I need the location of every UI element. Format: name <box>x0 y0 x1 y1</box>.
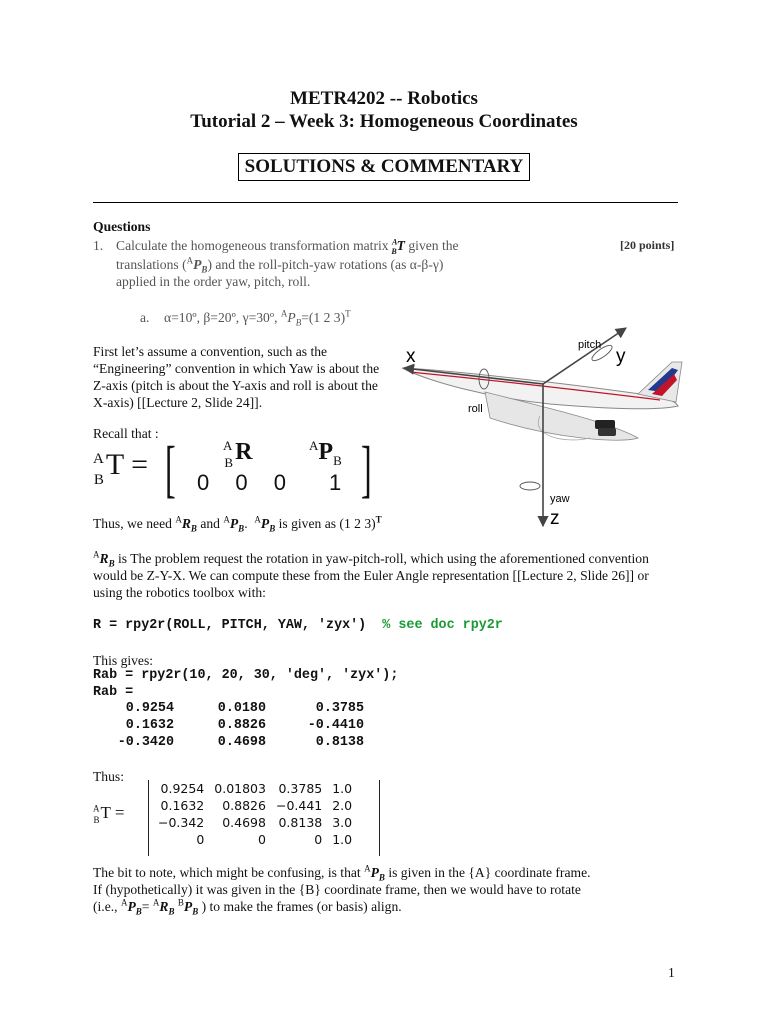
rab-row <box>93 700 365 717</box>
t-cell: 0.8138 <box>278 815 323 830</box>
page-number: 1 <box>668 965 675 980</box>
t-cell: −0.441 <box>275 798 323 813</box>
pitch-label: pitch <box>578 339 602 351</box>
q1-line2a: translations ( <box>116 257 187 272</box>
recall-text: Recall that : <box>93 426 159 441</box>
rab-cell: 0.9254 <box>125 701 174 716</box>
q1-matrix-symbol: $^A_B$T <box>391 237 405 256</box>
t-cell: 3.0 <box>332 815 353 830</box>
yaw-rotation-icon <box>520 482 540 490</box>
rotation-paragraph-text: is The problem request the rotation in yaw-pitch-roll, which using the aforementioned convention would be Z-Y-X. We can compute these from the Euler Angle representation [[Lecture 2, Slide 26]] or using the robotics toolbox with: <box>93 551 649 600</box>
rab-cell: 0.3785 <box>315 701 364 716</box>
engine-shape <box>595 420 615 429</box>
this-gives: This gives: <box>93 653 154 668</box>
rab-cell: -0.3420 <box>117 735 174 750</box>
y-axis-label: y <box>616 346 626 367</box>
homogeneous-matrix-equation: $^A_B$T = [ $^A_B$R $^AP_B$ 0 0 0 1 ] <box>93 433 372 504</box>
t-cell: 0.8826 <box>222 798 266 813</box>
points-badge: [20 points] <box>620 238 675 252</box>
z-axis-label: z <box>550 508 560 529</box>
t-cell: 0.1632 <box>160 798 205 813</box>
solutions-banner-wrap <box>0 153 768 181</box>
t-cell: 2.0 <box>332 798 353 813</box>
t-matrix-brackets <box>148 780 380 856</box>
course-title: METR4202 -- Robotics <box>290 88 478 109</box>
t-cell: 0.3785 <box>278 781 323 796</box>
fuselage-shape <box>402 368 678 409</box>
t-cell: 0.4698 <box>222 815 266 830</box>
qa-vector: =(1 2 3) <box>301 310 346 325</box>
t-matrix-row <box>153 814 357 831</box>
t-matrix-row <box>153 780 357 797</box>
closing-paragraph: The bit to note, which might be confusing, is that $^AP_B$ is given in the {A} coordinate frame. If (hypothetically) it was given in the {B} coordinate frame, then we would have to rotate (i.e., $^AP_B= ^AR_B$ $^BP_B$ ) to make the frames (or basis) align. <box>93 863 591 917</box>
qa-angles: α=10º, β=20º, γ=30º, <box>164 310 278 325</box>
question-1-line2: translations $(^AP_B)$ and the roll-pitch-yaw rotations (as α-β-γ) <box>116 255 444 275</box>
t-matrix-row <box>153 797 357 814</box>
divider <box>93 202 678 203</box>
need-c: is given as (1 2 3) <box>278 516 376 531</box>
roll-label: roll <box>468 403 483 415</box>
bit-d: (i.e., <box>93 899 118 914</box>
q1-text: Calculate the homogeneous transformation matrix <box>116 238 389 253</box>
rab-row <box>93 717 365 734</box>
code-rpy2r-generic <box>93 618 503 633</box>
t-matrix-row <box>153 831 357 848</box>
t-matrix-symbol: $^A_B$T = <box>93 803 125 825</box>
question-1-line3: applied in the order yaw, pitch, roll. <box>116 274 311 289</box>
t-cell: 0 <box>258 832 266 847</box>
questions-heading: Questions <box>93 219 151 234</box>
t-cell: 0 <box>314 832 323 847</box>
code-rpy2r-call: Rab = rpy2r(10, 20, 30, 'deg', 'zyx'); <box>93 668 399 683</box>
thus-label: Thus: <box>93 769 124 784</box>
subquestion-a-label: a. <box>140 310 150 325</box>
rab-cell: 0.1632 <box>125 718 174 733</box>
t-cell: 1.0 <box>332 832 353 847</box>
question-1 <box>116 237 676 254</box>
yaw-label: yaw <box>550 493 570 505</box>
rab-table <box>93 700 365 751</box>
bit-a: The bit to note, which might be confusing, is that <box>93 865 361 880</box>
t-cell: 0.9254 <box>160 781 205 796</box>
need-b: and <box>200 516 220 531</box>
rab-cell: 0.0180 <box>217 701 266 716</box>
x-axis-label: x <box>406 346 416 367</box>
solutions-banner: SOLUTIONS & COMMENTARY <box>238 153 531 181</box>
t-matrix <box>153 780 357 848</box>
t-cell: 1.0 <box>332 781 353 796</box>
question-number: 1. <box>93 238 104 253</box>
subquestion-a: α=10º, β=20º, γ=30º, $^AP_B=(1$ 2 3)$^T$ <box>164 308 351 328</box>
bit-c: If (hypothetically) it was given in the {B} coordinate frame, then we would have to rotate <box>93 882 581 897</box>
code-comment: % see doc rpy2r <box>382 618 503 633</box>
q1-given: given the <box>408 238 459 253</box>
thus-we-need: Thus, we need $^AR_B$ and $^AP_B$. $^AP_B$ is given as (1 2 3)$^T$ <box>93 514 382 534</box>
t-cell: 0.01803 <box>214 781 266 796</box>
aircraft-axes-diagram <box>390 326 690 536</box>
code-rab-label: Rab = <box>93 685 134 700</box>
rab-cell: 0.4698 <box>217 735 266 750</box>
rab-output <box>93 700 365 751</box>
rab-cell: -0.4410 <box>307 718 364 733</box>
convention-paragraph: First let’s assume a convention, such as the “Engineering” convention in which Yaw is about the Z-axis (pitch is about the Y-axis and roll is about the X-axis) [[Lecture 2, Slide 24]]. <box>93 344 380 410</box>
code-command: R = rpy2r(ROLL, PITCH, YAW, 'zyx') <box>93 618 367 633</box>
rotation-paragraph: $^AR_B$ is The problem request the rotation in yaw-pitch-roll, which using the aforementioned convention would be Z-Y-X. We can compute these from the Euler Angle representation [[Lecture 2, Slide 26]] or using the robotics toolbox with: <box>93 549 649 600</box>
tutorial-title: Tutorial 2 – Week 3: Homogeneous Coordinates <box>190 111 578 132</box>
t-cell: −0.342 <box>158 815 205 830</box>
bit-b: is given in the {A} coordinate frame. <box>388 865 591 880</box>
engine-shape <box>598 428 616 436</box>
rab-row <box>93 734 365 751</box>
bit-e: ) to make the frames (or basis) align. <box>201 899 402 914</box>
need-a: Thus, we need <box>93 516 172 531</box>
rab-cell: 0.8138 <box>315 735 364 750</box>
rab-cell: 0.8826 <box>217 718 266 733</box>
y-axis-arrow <box>543 328 626 384</box>
q1-line2b: ) and the roll-pitch-yaw rotations (as α-β-γ) <box>207 257 444 272</box>
t-cell: 0 <box>196 832 205 847</box>
